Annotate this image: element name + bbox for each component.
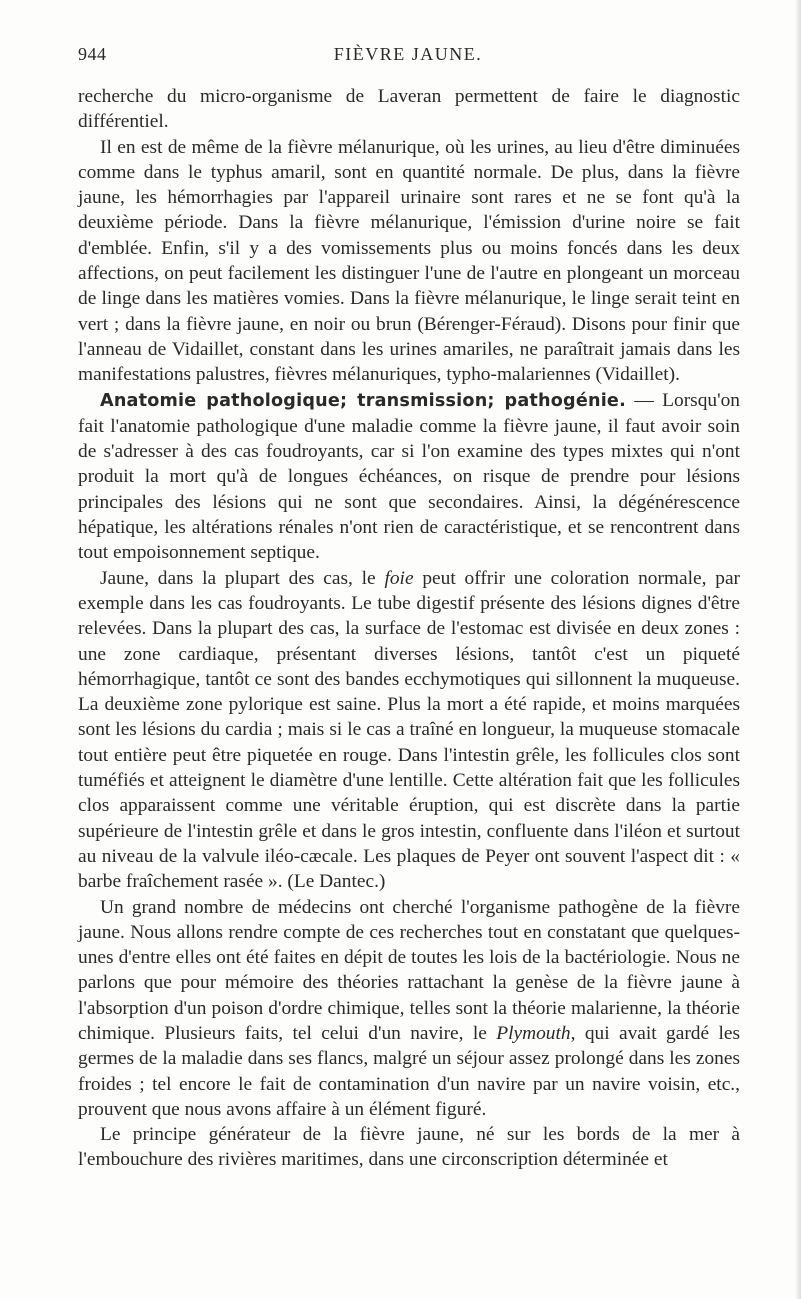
paragraph-text: Un grand nombre de médecins ont cherché l'organisme pathogène de la fièvre jaune. Nous allons rendre compte de ces recherches tout en constatant que quelques-unes d'entre elles ont été faites en dépit de toutes les lois de la bactériologie. Nous ne parlons que pour mémoire des théories rattachant la genèse de la fièvre jaune à l'absorption d'un poison d'ordre chimique, telles sont la théorie malarienne, la théorie chimique. Plusieurs faits, tel celui d'un navire, le: [78, 896, 740, 1044]
running-head: [78, 44, 738, 74]
body-text: [78, 84, 740, 1173]
section-heading: Anatomie pathologique; transmission; pathogénie.: [100, 390, 626, 411]
paragraph-text: — Lorsqu'on fait l'anatomie pathologique d'une maladie comme la fièvre jaune, il faut avoir soin de s'adresser à des cas foudroyants, car si l'on examine des types mixtes qui n'ont produit la mort qu'à de longues échéances, on risque de prendre pour lésions principales des lésions qui ne sont que secondaires. Ainsi, la dégénérescence hépatique, les altérations rénales n'ont rien de caractéristique, et se rencontrent dans tout empoisonnement septique.: [78, 389, 741, 564]
paragraph-melanuric-fever: [78, 135, 740, 388]
page-number: 944: [78, 44, 107, 64]
italic-term-foie: foie: [384, 567, 414, 589]
page-edge-shadow: [795, 0, 801, 1299]
paragraph-text: peut offrir une coloration normale, par exemple dans les cas foudroyants. Le tube digestif présente des lésions dignes d'être relevées. Dans la plupart des cas, la surface de l'estomac est divisée en deux zones : une zone cardiaque, présentant diverses lésions, tantôt c'est un piqueté hémorrhagique, tantôt ce sont des bandes ecchymotiques qui sillonnent la muqueuse. La deuxième zone pylorique est saine. Plus la mort a été rapide, et moins marquées sont les lésions du cardia ; mais si le cas a traîné en longueur, la muqueuse stomacale tout entière peut être piquetée en rouge. Dans l'intestin grêle, les follicules clos sont tuméfiés et atteignent le diamètre d'une lentille. Cette altération fait que les follicules clos apparaissent comme une véritable éruption, qui est discrète dans la partie supérieure de l'intestin grêle et dans le gros intestin, confluente dans l'iléon et surtout au niveau de la valvule iléo-cæcale. Les plaques de Peyer ont souvent l'aspect dit : « barbe fraîchement rasée ». (Le Dantec.): [78, 567, 741, 893]
paragraph-pathogen-research: [78, 895, 740, 1123]
italic-ship-name: Plymouth: [496, 1022, 571, 1044]
paragraph-text: Jaune, dans la plupart des cas, le: [100, 567, 385, 589]
paragraph-generating-principle: [78, 1122, 740, 1173]
paragraph-text: Il en est de même de la fièvre mélanurique, où les urines, au lieu d'être diminuées comme dans le typhus amaril, sont en quantité normale. De plus, dans la fièvre jaune, les hémorrhagies par l'appareil urinaire sont rares et ne se font qu'à la deuxième période. Dans la fièvre mélanurique, l'émission d'urine noire se fait d'emblée. Enfin, s'il y a des vomissements plus ou moins foncés dans les deux affections, on peut facilement les distinguer l'une de l'autre en plongeant un morceau de linge dans les matières vomies. Dans la fièvre mélanurique, le linge serait teint en vert ; dans la fièvre jaune, en noir ou brun (Bérenger-Féraud). Disons pour finir que l'anneau de Vidaillet, constant dans les urines amariles, ne paraîtrait jamais dans les manifestations palustres, fièvres mélanuriques, typho-malariennes (Vidaillet).: [78, 136, 740, 386]
paragraph-liver-digestive: [78, 566, 740, 895]
paragraph-continuation: [78, 84, 740, 135]
paragraph-anatomy: [78, 388, 740, 566]
paragraph-text: Le principe générateur de la fièvre jaune, né sur les bords de la mer à l'embouchure des rivières maritimes, dans une circonscription déterminée et: [78, 1124, 740, 1171]
paragraph-text: , qui avait gardé les germes de la maladie dans ses flancs, malgré un séjour assez prolongé dans les zones froides ; tel encore le fait de contamination d'un navire par un navire voisin, etc., prouvent que nous avons affaire à un élément figuré.: [78, 1022, 740, 1120]
chapter-title: FIÈVRE JAUNE.: [333, 44, 483, 64]
paragraph-text: recherche du micro-organisme de Laveran permettent de faire le diagnostic différentiel.: [78, 86, 740, 133]
